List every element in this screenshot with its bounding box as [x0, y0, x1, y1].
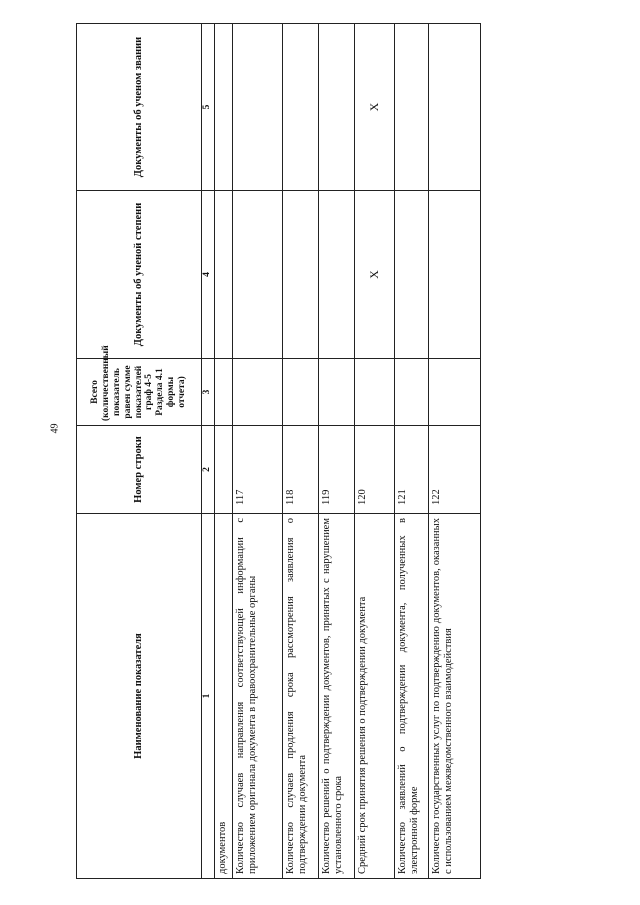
- header-degree-docs: Документы об ученой степени: [77, 191, 202, 359]
- empty-cell: [215, 426, 233, 514]
- indicator-name: Количество заявлений о подтверждении документа, полученных в электронной форме: [394, 514, 428, 879]
- column-number: 1: [202, 514, 215, 879]
- table-row: [428, 24, 480, 879]
- indicator-name: Количество государственных услуг по подтверждению документов, оказанных с использованием межведомственного взаимодействия: [428, 514, 480, 879]
- column-number: 2: [202, 426, 215, 514]
- degree-value: [428, 191, 480, 359]
- total-value: [354, 359, 394, 426]
- column-number: 4: [202, 191, 215, 359]
- empty-cell: [215, 24, 233, 191]
- title-value: [232, 24, 282, 191]
- title-value: [318, 24, 354, 191]
- indicator-name: Средний срок принятия решения о подтверждении документа: [354, 514, 394, 879]
- empty-cell: [215, 191, 233, 359]
- header-row: [77, 24, 202, 879]
- degree-value: X: [354, 191, 394, 359]
- rotated-table-container: [76, 24, 476, 879]
- degree-value: [318, 191, 354, 359]
- continuation-text: документов: [215, 514, 233, 879]
- table-wrapper: [76, 24, 476, 879]
- column-number: 5: [202, 24, 215, 191]
- degree-value: [232, 191, 282, 359]
- indicator-name: Количество случаев направления соответствующей информации с приложением оригинала документа в правоохранительные органы: [232, 514, 282, 879]
- column-numbers-row: [202, 24, 215, 879]
- title-value: [394, 24, 428, 191]
- table-row: [232, 24, 282, 879]
- header-row-number: Номер строки: [77, 426, 202, 514]
- column-number: 3: [202, 359, 215, 426]
- row-number: 118: [282, 426, 318, 514]
- indicator-name: Количество решений о подтверждении документов, принятых с нарушением установленного срока: [318, 514, 354, 879]
- title-value: [282, 24, 318, 191]
- row-number: 122: [428, 426, 480, 514]
- indicator-table: [76, 23, 481, 879]
- continuation-row: [215, 24, 233, 879]
- degree-value: [282, 191, 318, 359]
- title-value: X: [354, 24, 394, 191]
- row-number: 120: [354, 426, 394, 514]
- indicator-name: Количество случаев продления срока рассмотрения заявления о подтверждении документа: [282, 514, 318, 879]
- total-value: [318, 359, 354, 426]
- table-row: [354, 24, 394, 879]
- total-value: [232, 359, 282, 426]
- table-row: [282, 24, 318, 879]
- row-number: 121: [394, 426, 428, 514]
- total-value: [282, 359, 318, 426]
- empty-cell: [215, 359, 233, 426]
- table-row: [318, 24, 354, 879]
- title-value: [428, 24, 480, 191]
- degree-value: [394, 191, 428, 359]
- row-number: 117: [232, 426, 282, 514]
- header-title-docs: Документы об ученом звании: [77, 24, 202, 191]
- page-number: 49: [49, 423, 61, 434]
- total-value: [428, 359, 480, 426]
- row-number: 119: [318, 426, 354, 514]
- header-name: Наименование показателя: [77, 514, 202, 879]
- total-value: [394, 359, 428, 426]
- header-total: Всего (количественный показатель равен сумме показателей граф 4-5 Раздела 4.1 формы отчета): [77, 359, 202, 426]
- table-row: [394, 24, 428, 879]
